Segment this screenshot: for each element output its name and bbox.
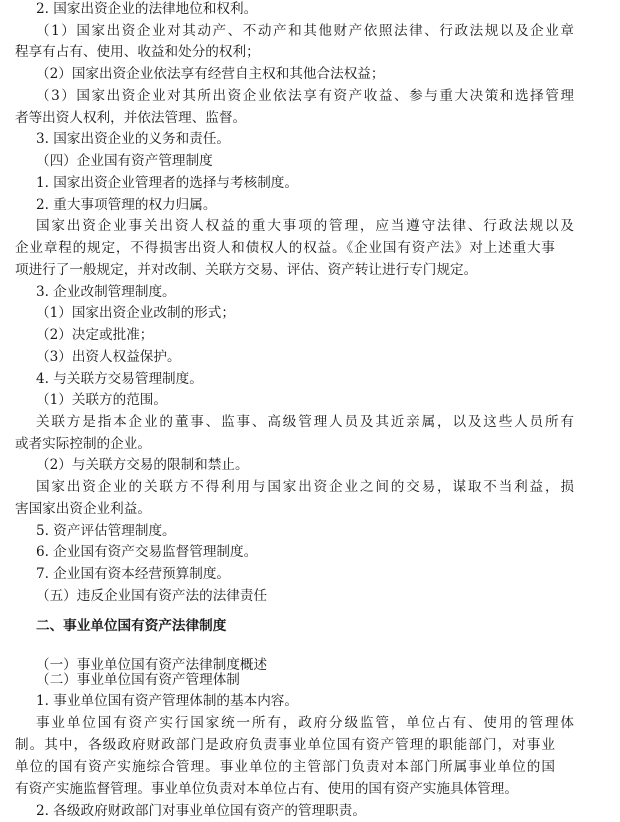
text-line: （四）企业国有资产管理制度	[36, 153, 213, 169]
text-line: 2. 各级政府财政部门对事业单位国有资产的管理职责。	[36, 803, 366, 819]
text-line: 有资产实施监督管理。事业单位负责对本单位占有、使用的国有资产实施具体管理。	[15, 781, 518, 797]
text-line: 国家出资企业的关联方不得利用与国家出资企业之间的交易，谋取不当利益，损	[36, 479, 574, 495]
text-line: 单位的国有资产实施综合管理。事业单位的主管部门负责对本部门所属事业单位的国	[15, 759, 555, 775]
text-line: 事业单位国有资产实行国家统一所有，政府分级监管，单位占有、使用的管理体	[36, 715, 574, 731]
text-line: 7. 企业国有资本经营预算制度。	[36, 566, 231, 582]
section-heading: 二、事业单位国有资产法律制度	[36, 618, 227, 634]
text-line: 制。其中，各级政府财政部门是政府负责事业单位国有资产管理的职能部门，对事业	[15, 737, 555, 753]
text-line: 关联方是指本企业的董事、监事、高级管理人员及其近亲属，以及这些人员所有	[36, 414, 574, 430]
text-line: 2. 国家出资企业的法律地位和权利。	[36, 1, 258, 17]
text-line: （3）出资人权益保护。	[36, 349, 181, 365]
text-line: 4. 与关联方交易管理制度。	[36, 371, 203, 387]
text-line: 程享有占有、使用、收益和处分的权利；	[15, 44, 260, 60]
text-line: 企业章程的规定，不得损害出资人和债权人的权益。《企业国有资产法》对上述重大事	[15, 240, 555, 256]
text-line: 3. 国家出资企业的义务和责任。	[36, 131, 231, 147]
text-line: 害国家出资企业利益。	[15, 501, 151, 517]
text-line: （2）国家出资企业依法享有经营自主权和其他合法权益；	[36, 66, 385, 82]
text-line: 国家出资企业事关出资人权益的重大事项的管理，应当遵守法律、行政法规以及	[36, 218, 574, 234]
text-line: 6. 企业国有资产交易监督管理制度。	[36, 544, 258, 560]
text-line: （2）决定或批准；	[36, 327, 154, 343]
text-line: 1. 事业单位国有资产管理体制的基本内容。	[36, 693, 298, 709]
text-line: （2）与关联方交易的限制和禁止。	[36, 457, 249, 473]
text-line: （一）事业单位国有资产法律制度概述	[36, 657, 268, 673]
text-line: 2. 重大事项管理的权力归属。	[36, 197, 217, 213]
text-line: （1）国家出资企业改制的形式；	[36, 305, 235, 321]
text-line: （1）关联方的范围。	[36, 392, 167, 408]
text-line: （1）国家出资企业对其动产、不动产和其他财产依照法律、行政法规以及企业章	[36, 23, 574, 39]
text-line: （二）事业单位国有资产管理体制	[36, 672, 240, 688]
text-line: 3. 企业改制管理制度。	[36, 284, 176, 300]
text-line: 5. 资产评估管理制度。	[36, 523, 176, 539]
text-line: （3）国家出资企业对其所出资企业依法享有资产收益、参与重大决策和选择管理	[36, 88, 574, 104]
text-line: 1. 国家出资企业管理者的选择与考核制度。	[36, 175, 298, 191]
text-line: 者等出资人权利，并依法管理、监督。	[15, 110, 247, 126]
text-line: 或者实际控制的企业。	[15, 436, 151, 452]
text-line: （五）违反企业国有资产法的法律责任	[36, 588, 268, 604]
text-line: 项进行了一般规定，并对改制、关联方交易、评估、资产转让进行专门规定。	[15, 262, 478, 278]
